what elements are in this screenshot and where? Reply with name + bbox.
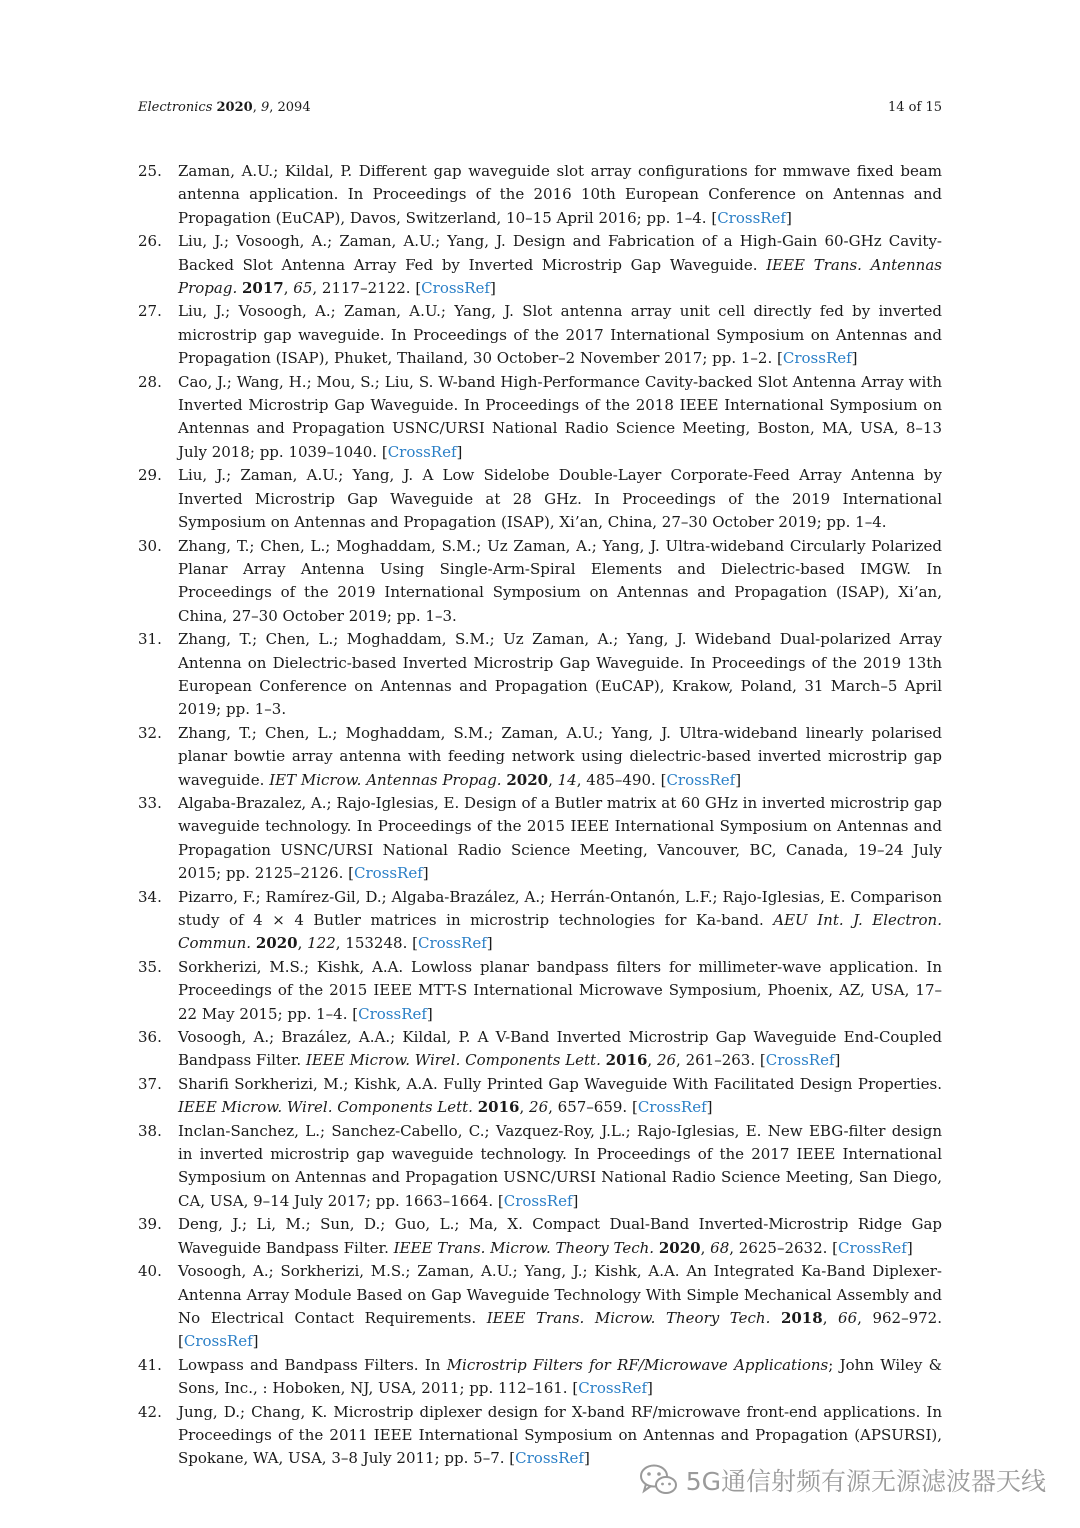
reference-item	[138, 956, 942, 1026]
reference-number: 27.	[138, 302, 162, 321]
reference-journal: IEEE Trans. Antennas Propag.	[178, 255, 942, 298]
reference-citation: Zaman, A.U.; Kildal, P. Different gap waveguide slot array configurations for mmwave fixed beam antenna application. In Proceedings of the 2016 10th European Conference on Antennas and Propagation (EuCAP), Davos, Switzerland, 10–15 April 2016; pp. 1–4.	[178, 162, 942, 227]
reference-journal: IEEE Microw. Wirel. Components Lett.	[305, 1051, 601, 1070]
reference-number: 29.	[138, 466, 162, 485]
reference-number: 38.	[138, 1121, 162, 1140]
reference-citation: Liu, J.; Vosoogh, A.; Zaman, A.U.; Yang, J. Slot antenna array unit cell directly fed by inverted microstrip gap waveguide. In Proceedings of the 2017 International Symposium on Antennas and Propagation (ISAP), Phuket, Thailand, 30 October–2 November 2017; pp. 1–2.	[178, 302, 942, 368]
reference-volume: 68	[710, 1238, 730, 1257]
reference-year: 2016	[605, 1051, 648, 1070]
reference-citation: Zhang, T.; Chen, L.; Moghaddam, S.M.; Uz Zaman, A.; Yang, J. Wideband Dual-polarized Array Antenna on Dielectric-based Inverted Microstrip Gap Waveguide. In Proceedings of the 2019 13th European Conference on Antennas and Propagation (EuCAP), Krakow, Poland, 31 March–5 April 2019; pp. 1–3.	[178, 630, 942, 719]
reference-number: 34.	[138, 887, 162, 906]
reference-year: 2016	[477, 1098, 520, 1117]
reference-number: 40.	[138, 1262, 162, 1281]
reference-number: 28.	[138, 372, 162, 391]
reference-text: Liu, J.; Vosoogh, A.; Zaman, A.U.; Yang, J. Slot antenna array unit cell directly fed by inverted microstrip gap waveguide. In Proceedings of the 2017 International Symposium on Antennas and Propagation (ISAP), Phuket, Thailand, 30 October–2 November 2017; pp. 1–2. [CrossRef]	[178, 302, 942, 368]
reference-number: 37.	[138, 1074, 162, 1093]
reference-citation: Liu, J.; Zaman, A.U.; Yang, J. A Low Sidelobe Double-Layer Corporate-Feed Array Antenna by Inverted Microstrip Gap Waveguide at 28 GHz. In Proceedings of the 2019 International Symposium on Antennas and Propagation (ISAP), Xi’an, China, 27–30 October 2019; pp. 1–4.	[178, 466, 942, 532]
reference-item	[138, 1120, 942, 1214]
crossref-link[interactable]: CrossRef	[637, 1098, 707, 1117]
reference-pages: , 153248.	[335, 934, 413, 953]
journal-year: 2020	[216, 100, 253, 115]
reference-item	[138, 1354, 942, 1401]
reference-journal: IEEE Microw. Wirel. Components Lett.	[178, 1098, 473, 1117]
reference-number: 33.	[138, 793, 162, 812]
watermark	[638, 1462, 1046, 1498]
reference-item	[138, 300, 942, 370]
crossref-link[interactable]: CrossRef	[353, 864, 423, 883]
reference-text: Sorkherizi, M.S.; Kishk, A.A. Lowloss planar bandpass filters for millimeter-wave application. In Proceedings of the 2015 IEEE MTT-S International Microwave Symposium, Phoenix, AZ, USA, 17–22 May 2015; pp. 1–4. [CrossRef]	[178, 957, 942, 1023]
reference-text	[178, 464, 942, 534]
reference-journal: IET Microw. Antennas Propag.	[269, 770, 502, 789]
reference-year: 2018	[780, 1308, 823, 1327]
reference-citation: Sharifi Sorkherizi, M.; Kishk, A.A. Fully Printed Gap Waveguide With Facilitated Design Properties.	[178, 1074, 942, 1093]
crossref-link[interactable]: CrossRef	[782, 349, 852, 368]
reference-year: 2017	[242, 279, 284, 298]
reference-item	[138, 371, 942, 465]
reference-number: 31.	[138, 630, 162, 649]
reference-text: Deng, J.; Li, M.; Sun, D.; Guo, L.; Ma, X. Compact Dual-Band Inverted-Microstrip Ridge Gap Waveguide Bandpass Filter. IEEE Trans. Microw. Theory Tech. 2020, 68, 2625–2632. [CrossRef]	[178, 1215, 942, 1257]
reference-citation: Vosoogh, A.; Sorkherizi, M.S.; Zaman, A.U.; Yang, J.; Kishk, A.A. An Integrated Ka-Band Diplexer-Antenna Array Module Based on Gap Waveguide Technology With Simple Mechanical Assembly and No Electrical Contact Requirements.	[178, 1262, 942, 1327]
reference-citation: Deng, J.; Li, M.; Sun, D.; Guo, L.; Ma, X. Compact Dual-Band Inverted-Microstrip Ridge Gap Waveguide Bandpass Filter.	[178, 1215, 942, 1257]
reference-pages: , 2625–2632.	[729, 1238, 833, 1257]
reference-item	[138, 464, 942, 534]
crossref-link[interactable]: CrossRef	[765, 1051, 835, 1070]
reference-text: Cao, J.; Wang, H.; Mou, S.; Liu, S. W-band High-Performance Cavity-backed Slot Antenna Array with Inverted Microstrip Gap Waveguide. In Proceedings of the 2018 IEEE International Symposium on Antennas and Propagation USNC/URSI National Radio Science Meeting, Boston, MA, USA, 8–13 July 2018; pp. 1039–1040. [CrossRef]	[178, 372, 942, 461]
reference-citation: Sorkherizi, M.S.; Kishk, A.A. Lowloss planar bandpass filters for millimeter-wave application. In Proceedings of the 2015 IEEE MTT-S International Microwave Symposium, Phoenix, AZ, USA, 17–22 May 2015; pp. 1–4.	[178, 957, 942, 1023]
journal-name: Electronics	[138, 100, 213, 115]
reference-pages: , 261–263.	[676, 1051, 760, 1070]
page-header	[138, 100, 942, 115]
crossref-link[interactable]: CrossRef	[183, 1332, 253, 1351]
reference-item	[138, 792, 942, 886]
reference-text: Vosoogh, A.; Brazález, A.A.; Kildal, P. A V-Band Inverted Microstrip Gap Waveguide End-Coupled Bandpass Filter. IEEE Microw. Wirel. Components Lett. 2016, 26, 261–263. [CrossRef]	[178, 1028, 942, 1070]
crossref-link[interactable]: CrossRef	[387, 442, 457, 461]
crossref-link[interactable]: CrossRef	[717, 208, 786, 227]
reference-item	[138, 160, 942, 230]
crossref-link[interactable]: CrossRef	[358, 1004, 427, 1023]
reference-citation: Zhang, T.; Chen, L.; Moghaddam, S.M.; Uz Zaman, A.; Yang, J. Ultra-wideband Circularly Polarized Planar Array Antenna Using Single-Arm-Spiral Elements and Dielectric-based IMGW. In Proceedings of the 2019 International Symposium on Antennas and Propagation (ISAP), Xi’an, China, 27–30 October 2019; pp. 1–3.	[178, 536, 942, 625]
reference-item	[138, 722, 942, 792]
reference-text: Vosoogh, A.; Sorkherizi, M.S.; Zaman, A.U.; Yang, J.; Kishk, A.A. An Integrated Ka-Band Diplexer-Antenna Array Module Based on Gap Waveguide Technology With Simple Mechanical Assembly and No Electrical Contact Requirements. IEEE Trans. Microw. Theory Tech. 2018, 66, 962–972. [CrossRef]	[178, 1262, 942, 1351]
reference-item	[138, 1213, 942, 1260]
reference-pages: , 485–490.	[576, 770, 661, 789]
reference-number: 36.	[138, 1028, 162, 1047]
journal-volume: 9	[260, 100, 270, 115]
reference-number: 25.	[138, 162, 162, 180]
reference-citation: Cao, J.; Wang, H.; Mou, S.; Liu, S. W-band High-Performance Cavity-backed Slot Antenna Array with Inverted Microstrip Gap Waveguide. In Proceedings of the 2018 IEEE International Symposium on Antennas and Propagation USNC/URSI National Radio Science Meeting, Boston, MA, USA, 8–13 July 2018; pp. 1039–1040.	[178, 372, 942, 461]
reference-pages: ; John Wiley & Sons, Inc., : Hoboken, NJ, USA, 2011; pp. 112–161.	[178, 1355, 942, 1398]
crossref-link[interactable]: CrossRef	[578, 1379, 647, 1398]
reference-volume: 26	[529, 1098, 549, 1117]
reference-citation: Liu, J.; Vosoogh, A.; Zaman, A.U.; Yang, J. Design and Fabrication of a High-Gain 60-GHz Cavity-Backed Slot Antenna Array Fed by Inverted Microstrip Gap Waveguide.	[178, 232, 942, 274]
reference-pages: , 2117–2122.	[312, 279, 416, 298]
reference-volume: 14	[557, 770, 577, 789]
crossref-link[interactable]: CrossRef	[417, 934, 487, 953]
reference-number: 41.	[138, 1355, 162, 1374]
crossref-link[interactable]: CrossRef	[515, 1449, 584, 1468]
reference-citation: Vosoogh, A.; Brazález, A.A.; Kildal, P. A V-Band Inverted Microstrip Gap Waveguide End-Coupled Bandpass Filter.	[178, 1028, 942, 1070]
reference-citation: Inclan-Sanchez, L.; Sanchez-Cabello, C.; Vazquez-Roy, J.L.; Rajo-Iglesias, E. New EBG-filter design in inverted microstrip gap waveguide technology. In Proceedings of the 2017 IEEE International Symposium on Antennas and Propagation USNC/URSI National Radio Science Meeting, San Diego, CA, USA, 9–14 July 2017; pp. 1663–1664.	[178, 1121, 942, 1210]
reference-pages: , 962–972.	[857, 1308, 942, 1327]
reference-year: 2020	[658, 1238, 701, 1257]
reference-text: Inclan-Sanchez, L.; Sanchez-Cabello, C.; Vazquez-Roy, J.L.; Rajo-Iglesias, E. New EBG-filter design in inverted microstrip gap waveguide technology. In Proceedings of the 2017 IEEE International Symposium on Antennas and Propagation USNC/URSI National Radio Science Meeting, San Diego, CA, USA, 9–14 July 2017; pp. 1663–1664. [CrossRef]	[178, 1121, 942, 1210]
reference-item	[138, 535, 942, 629]
reference-item	[138, 1026, 942, 1073]
reference-number: 32.	[138, 723, 162, 742]
reference-number: 26.	[138, 232, 162, 251]
reference-number: 35.	[138, 957, 162, 976]
reference-journal: IEEE Trans. Microw. Theory Tech.	[393, 1238, 655, 1257]
reference-number: 30.	[138, 536, 162, 555]
reference-volume: 122	[307, 934, 336, 953]
reference-text	[178, 628, 942, 722]
reference-text: Lowpass and Bandpass Filters. In Microstrip Filters for RF/Microwave Applications; John Wiley & Sons, Inc., : Hoboken, NJ, USA, 2011; pp. 112–161. [CrossRef]	[178, 1355, 942, 1398]
crossref-link[interactable]: CrossRef	[838, 1238, 907, 1257]
reference-text: Liu, J.; Vosoogh, A.; Zaman, A.U.; Yang, J. Design and Fabrication of a High-Gain 60-GHz Cavity-Backed Slot Antenna Array Fed by Inverted Microstrip Gap Waveguide. IEEE Trans. Antennas Propag. 2017, 65, 2117–2122. [CrossRef]	[178, 232, 942, 298]
wechat-icon	[638, 1462, 678, 1498]
reference-item	[138, 886, 942, 956]
reference-year: 2020	[506, 770, 549, 789]
reference-number: 39.	[138, 1215, 162, 1234]
reference-text: Jung, D.; Chang, K. Microstrip diplexer design for X-band RF/microwave front-end applications. In Proceedings of the 2011 IEEE International Symposium on Antennas and Propagation (APSURSI), Spokane, WA, USA, 3–8 July 2011; pp. 5–7. [CrossRef]	[178, 1402, 942, 1468]
reference-pages: , 657–659.	[548, 1098, 632, 1117]
reference-text: Zhang, T.; Chen, L.; Moghaddam, S.M.; Zaman, A.U.; Yang, J. Ultra-wideband linearly polarised planar bowtie array antenna with feeding network using dielectric-based inverted microstrip gap waveguide. IET Microw. Antennas Propag. 2020, 14, 485–490. [CrossRef]	[178, 723, 942, 789]
reference-item	[138, 1073, 942, 1120]
journal-citation: Electronics 2020, 9, 2094	[138, 100, 311, 115]
reference-item	[138, 1401, 942, 1471]
reference-text: Algaba-Brazalez, A.; Rajo-Iglesias, E. Design of a Butler matrix at 60 GHz in inverted microstrip gap waveguide technology. In Proceedings of the 2015 IEEE International Symposium on Antennas and Propagation USNC/URSI National Radio Science Meeting, Vancouver, BC, Canada, 19–24 July 2015; pp. 2125–2126. [CrossRef]	[178, 793, 942, 883]
reference-text: Sharifi Sorkherizi, M.; Kishk, A.A. Fully Printed Gap Waveguide With Facilitated Design Properties. IEEE Microw. Wirel. Components Lett. 2016, 26, 657–659. [CrossRef]	[178, 1074, 942, 1117]
reference-volume: 66	[838, 1308, 858, 1327]
reference-text: Zaman, A.U.; Kildal, P. Different gap waveguide slot array configurations for mmwave fixed beam antenna application. In Proceedings of the 2016 10th European Conference on Antennas and Propagation (EuCAP), Davos, Switzerland, 10–15 April 2016; pp. 1–4. [CrossRef]	[178, 162, 942, 227]
reference-number: 42.	[138, 1402, 162, 1421]
reference-citation: Zhang, T.; Chen, L.; Moghaddam, S.M.; Zaman, A.U.; Yang, J. Ultra-wideband linearly polarised planar bowtie array antenna with feeding network using dielectric-based inverted microstrip gap waveguide.	[178, 723, 942, 789]
reference-item	[138, 230, 942, 300]
reference-item	[138, 1260, 942, 1354]
reference-year: 2020	[255, 934, 298, 953]
reference-volume: 26	[656, 1051, 677, 1070]
reference-citation: Algaba-Brazalez, A.; Rajo-Iglesias, E. Design of a Butler matrix at 60 GHz in inverted microstrip gap waveguide technology. In Proceedings of the 2015 IEEE International Symposium on Antennas and Propagation USNC/URSI National Radio Science Meeting, Vancouver, BC, Canada, 19–24 July 2015; pp. 2125–2126.	[178, 793, 942, 883]
crossref-link[interactable]: CrossRef	[421, 279, 490, 298]
reference-text: Pizarro, F.; Ramírez-Gil, D.; Algaba-Brazález, A.; Herrán-Ontanón, L.F.; Rajo-Iglesias, E. Comparison study of 4 × 4 Butler matrices in microstrip technologies for Ka-band. AEU Int. J. Electron. Commun. 2020, 122, 153248. [CrossRef]	[178, 887, 942, 953]
reference-citation: Jung, D.; Chang, K. Microstrip diplexer design for X-band RF/microwave front-end applications. In Proceedings of the 2011 IEEE International Symposium on Antennas and Propagation (APSURSI), Spokane, WA, USA, 3–8 July 2011; pp. 5–7.	[178, 1402, 942, 1468]
page-number: 14 of 15	[888, 100, 942, 115]
reference-list	[138, 160, 942, 1471]
reference-journal: IEEE Trans. Microw. Theory Tech.	[486, 1308, 771, 1327]
reference-journal: AEU Int. J. Electron. Commun.	[178, 911, 942, 953]
reference-volume: 65	[293, 279, 313, 298]
reference-item	[138, 628, 942, 722]
crossref-link[interactable]: CrossRef	[666, 770, 736, 789]
reference-citation: Pizarro, F.; Ramírez-Gil, D.; Algaba-Brazález, A.; Herrán-Ontanón, L.F.; Rajo-Iglesias, E. Comparison study of 4 × 4 Butler matrices in microstrip technologies for Ka-band.	[178, 887, 942, 929]
reference-journal: Microstrip Filters for RF/Microwave Applications	[446, 1355, 829, 1374]
reference-text	[178, 535, 942, 629]
watermark-text: 5G通信射频有源无源滤波器天线	[685, 1467, 1046, 1496]
reference-citation: Lowpass and Bandpass Filters. In	[178, 1355, 447, 1374]
article-number: , 2094	[269, 100, 311, 115]
crossref-link[interactable]: CrossRef	[503, 1191, 573, 1210]
